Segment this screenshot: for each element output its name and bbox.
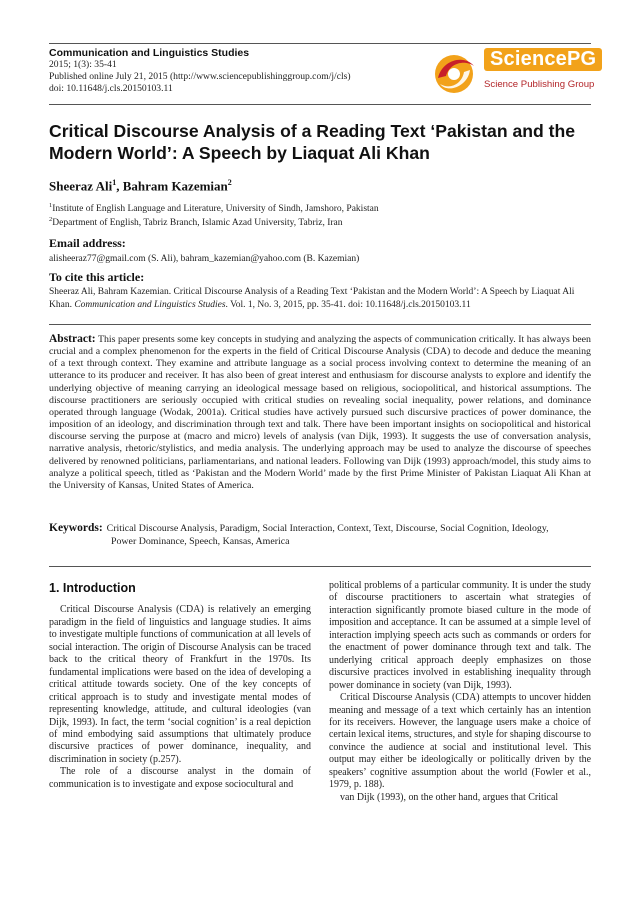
left-column bbox=[49, 580, 311, 791]
author-1-affil: 1 bbox=[112, 178, 117, 187]
doi-line: doi: 10.11648/j.cls.20150103.11 bbox=[49, 82, 173, 94]
cite-heading: To cite this article: bbox=[49, 270, 145, 284]
citation-text bbox=[49, 286, 591, 311]
logo-name: SciencePG bbox=[484, 48, 602, 71]
citation-part-1: Sheeraz Ali, Bahram Kazemian. Critical Discourse Analysis of a Reading Text ‘Pakistan and the Modern World’: A Speech by Liaquat Ali Khan. bbox=[49, 287, 575, 310]
intro-paragraph-1: Critical Discourse Analysis (CDA) is relatively an emerging paradigm in the field of linguistics and language studies. It aims to investigate multiple functions of communication at all levels of social interaction. The origin of Discourse Analysis can be traced back to the critical theory of Frankfurt in the 1970s. Its fundamental implications were based on the idea of developing a critical attitude towards society. One of the key concepts of critical approach is to study and investigate mental modes of representing knowledge, attitude, and cultural ideologies (van Dijk, 1993). In fact, the term ‘social cognition’ is a real depiction of mind embodying said assumptions that ultimately produce discursive practices of power dominance, inequality, and discrimination in society (p.257). bbox=[49, 604, 311, 765]
affiliation-2-text: Department of English, Tabriz Branch, Islamic Azad University, Tabriz, Iran bbox=[52, 218, 343, 229]
citation-part-2: . Vol. 1, No. 3, 2015, pp. 35-41. doi: 10.11648/j.cls.20150103.11 bbox=[225, 299, 471, 310]
keywords-line-2: Power Dominance, Speech, Kansas, America bbox=[111, 536, 290, 547]
affiliation-2-sup: 2 bbox=[49, 216, 53, 223]
affiliation-1-sup: 1 bbox=[49, 202, 53, 209]
header-rule bbox=[49, 104, 591, 105]
published-online-line: Published online July 21, 2015 (http://www.sciencepublishinggroup.com/j/cls) bbox=[49, 70, 351, 82]
email-heading: Email address: bbox=[49, 236, 126, 250]
author-list bbox=[49, 178, 232, 194]
intro-paragraph-2-cont: political problems of a particular community. It is under the study of discourse practitioners to ascertain what strategies of interaction significantly promote biased culture in the mode of imposition and acceptance. It can be assumed at a simple level of interaction implying speech acts such as commands or orders for the enactment of power dominance through text and talk. The underlying critical approach deeply emphasizes on those discursive practices involved in establishing inequality through power dominance in society (van Dijk, 1993). bbox=[329, 580, 591, 691]
journal-name: Communication and Linguistics Studies bbox=[49, 47, 250, 59]
right-column bbox=[329, 580, 591, 804]
author-2-affil: 2 bbox=[227, 178, 232, 187]
logo-subtitle: Science Publishing Group bbox=[484, 79, 595, 90]
intro-paragraph-4: van Dijk (1993), on the other hand, argues that Critical bbox=[340, 791, 559, 803]
citation-journal: Communication and Linguistics Studies bbox=[74, 299, 226, 310]
keywords-line-1: Critical Discourse Analysis, Paradigm, Social Interaction, Context, Text, Discourse, Social Cognition, Ideology, bbox=[106, 523, 549, 534]
author-separator: , bbox=[116, 178, 123, 194]
abstract-text: This paper presents some key concepts in studying and analyzing the aspects of communication critically. It has always been crucial and a complex phenomenon for the experts in the field of Critical Discourse Analysis (CDA) to decode and deduce the meaning of a text through context. They examine and attribute language as a social process involving context to determine the meaning of an utterance to its producer and receiver. It has also been of great interest and enthusiasm for discourse analysts to explore and identify the underlying objective of meaning carrying an ideological message based on religious, sociopolitical, and historical assumptions. The discourse practitioners are seriously occupied with critical studies on revealing social inequality, power relations, and dominance operated through language (Wodak, 2001a). Critical studies have actively pursued such discursive practices of power dominance, the imposition of an ideology, and discrimination through text and talk. There have been important insights on sociopolitical and historical discourse serving the purpose at (macro and micro) levels of analysis (van Dijk, 1993). It suggests the use of conversation analysis, narrative analysis, rhetoric/stylistics, and media analysis. The underlying approach may be used to analyze the discourse of speeches delivered by renowned politicians, parliamentarians, and national leaders. Following van Dijk (1993) approach/model, this study aims to analyze a political speech, titled as ‘Pakistan and the Modern World’ made by the first Prime Minister of Pakistan Liaquat Ali Khan at the University of Kansas, United States of America. bbox=[49, 334, 591, 491]
top-rule bbox=[49, 43, 591, 44]
keywords-label: Keywords: bbox=[49, 522, 103, 534]
abstract bbox=[49, 333, 591, 492]
email-text: alisheeraz77@gmail.com (S. Ali), bahram_kazemian@yahoo.com (B. Kazemian) bbox=[49, 254, 360, 264]
affiliation-1-text: Institute of English Language and Literature, University of Sindh, Jamshoro, Pakistan bbox=[52, 204, 379, 215]
body-top-rule bbox=[49, 566, 591, 567]
intro-paragraph-2: The role of a discourse analyst in the domain of communication is to investigate and expose sociocultural and bbox=[49, 766, 311, 790]
affiliation-1 bbox=[49, 202, 379, 214]
intro-paragraph-3: Critical Discourse Analysis (CDA) attempts to uncover hidden meaning and message of a text which certainly has an intention for its receivers. However, the language users make a choice of certain lexical items, structures, and style for shaping discourse to convince the audience at social and institutional level. This output may either be ideologically or politically driven by the speakers’ cognitive assumption about the world (Fowler et al., 1979, p. 188). bbox=[329, 692, 591, 791]
author-1: Sheeraz Ali bbox=[49, 178, 113, 194]
issue-line: 2015; 1(3): 35-41 bbox=[49, 59, 117, 70]
logo-swirl-icon bbox=[428, 46, 484, 102]
affiliation-2 bbox=[49, 216, 343, 228]
author-2: Bahram Kazemian bbox=[122, 178, 228, 194]
abstract-label: Abstract: bbox=[49, 333, 96, 345]
article-title: Critical Discourse Analysis of a Reading Text ‘Pakistan and the Modern World’: A Speech by Liaquat Ali Khan bbox=[49, 121, 576, 163]
section-heading: 1. Introduction bbox=[49, 581, 136, 595]
keywords bbox=[49, 522, 591, 548]
abstract-top-rule bbox=[49, 324, 591, 325]
sciencepg-logo bbox=[428, 46, 597, 102]
